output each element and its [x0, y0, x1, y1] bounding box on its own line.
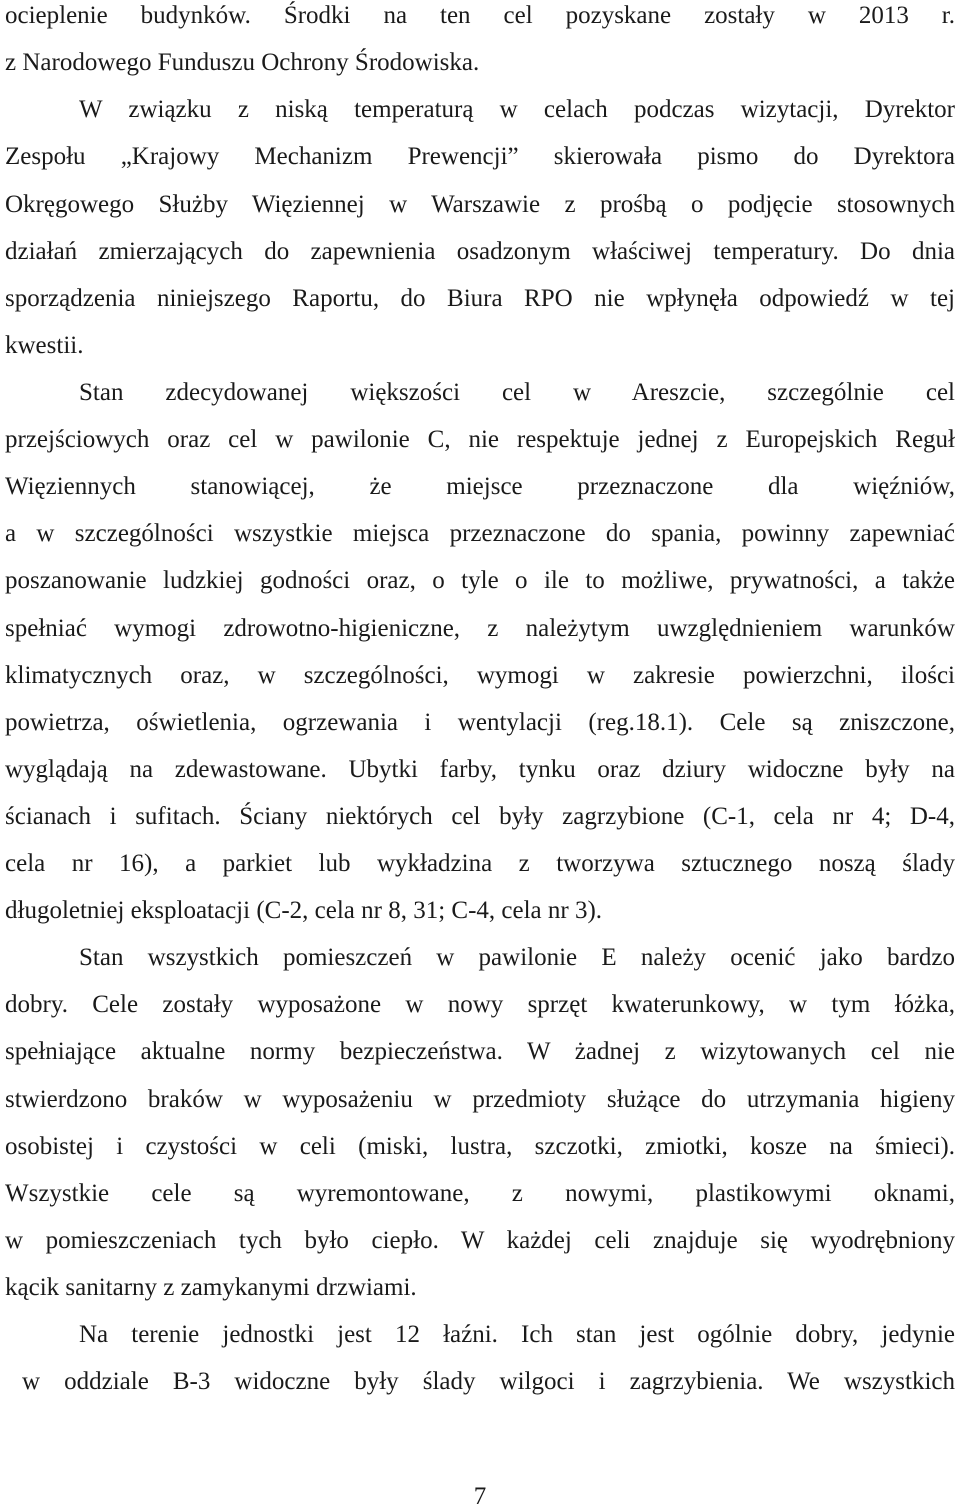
text-line: Stan zdecydowanej większości cel w Areszcie, szczególnie cel — [79, 379, 955, 406]
text-line: ocieplenie budynków. Środki na ten cel pozyskane zostały w 2013 r. — [5, 2, 955, 29]
text-line: Stan wszystkich pomieszczeń w pawilonie E należy ocenić jako bardzo — [79, 944, 955, 971]
text-line: cela nr 16), a parkiet lub wykładzina z tworzywa sztucznego noszą ślady — [5, 850, 955, 877]
text-line: w pomieszczeniach tych było ciepło. W każdej celi znajduje się wyodrębniony — [5, 1227, 955, 1254]
text-line: a w szczególności wszystkie miejsca przeznaczone do spania, powinny zapewniać — [5, 520, 955, 547]
text-line: działań zmierzających do zapewnienia osadzonym właściwej temperatury. Do dnia — [5, 238, 955, 265]
text-line: dobry. Cele zostały wyposażone w nowy sprzęt kwaterunkowy, w tym łóżka, — [5, 991, 955, 1018]
text-line: poszanowanie ludzkiej godności oraz, o tyle o ile to możliwe, prywatności, a także — [5, 567, 955, 594]
text-line: spełniające aktualne normy bezpieczeństwa. W żadnej z wizytowanych cel nie — [5, 1038, 955, 1065]
text-line: klimatycznych oraz, w szczególności, wymogi w zakresie powierzchni, ilości — [5, 662, 955, 689]
text-line: W związku z niską temperaturą w celach podczas wizytacji, Dyrektor — [79, 96, 955, 123]
text-line: sporządzenia niniejszego Raportu, do Biura RPO nie wpłynęła odpowiedź w tej — [5, 285, 955, 312]
text-line: z Narodowego Funduszu Ochrony Środowiska. — [5, 49, 480, 76]
text-line: Zespołu „Krajowy Mechanizm Prewencji” skierowała pismo do Dyrektora — [5, 143, 955, 170]
text-line: Więziennych stanowiącej, że miejsce przeznaczone dla więźniów, — [5, 473, 955, 500]
text-line: kwestii. — [5, 332, 84, 359]
text-line: ścianach i sufitach. Ściany niektórych cel były zagrzybione (C-1, cela nr 4; D-4, — [5, 803, 955, 830]
text-line: Na terenie jednostki jest 12 łaźni. Ich stan jest ogólnie dobry, jedynie — [79, 1321, 955, 1348]
text-line: spełniać wymogi zdrowotno-higieniczne, z należytym uwzględnieniem warunków — [5, 615, 955, 642]
text-line: stwierdzono braków w wyposażeniu w przedmioty służące do utrzymania higieny — [5, 1086, 955, 1113]
text-line: kącik sanitarny z zamykanymi drzwiami. — [5, 1274, 417, 1301]
text-line: powietrza, oświetlenia, ogrzewania i wentylacji (reg.18.1). Cele są zniszczone, — [5, 709, 955, 736]
text-line: osobistej i czystości w celi (miski, lustra, szczotki, zmiotki, kosze na śmieci). — [5, 1133, 955, 1160]
text-line: w oddziale B-3 widoczne były ślady wilgoci i zagrzybienia. We wszystkich — [22, 1368, 955, 1395]
text-line: wyglądają na zdewastowane. Ubytki farby, tynku oraz dziury widoczne były na — [5, 756, 955, 783]
page-number: 7 — [473, 1483, 487, 1510]
text-line: przejściowych oraz cel w pawilonie C, nie respektuje jednej z Europejskich Reguł — [5, 426, 955, 453]
text-line: Okręgowego Służby Więziennej w Warszawie z prośbą o podjęcie stosownych — [5, 191, 955, 218]
text-line: Wszystkie cele są wyremontowane, z nowymi, plastikowymi oknami, — [5, 1180, 955, 1207]
text-line: długoletniej eksploatacji (C-2, cela nr 8, 31; C-4, cela nr 3). — [5, 897, 603, 924]
